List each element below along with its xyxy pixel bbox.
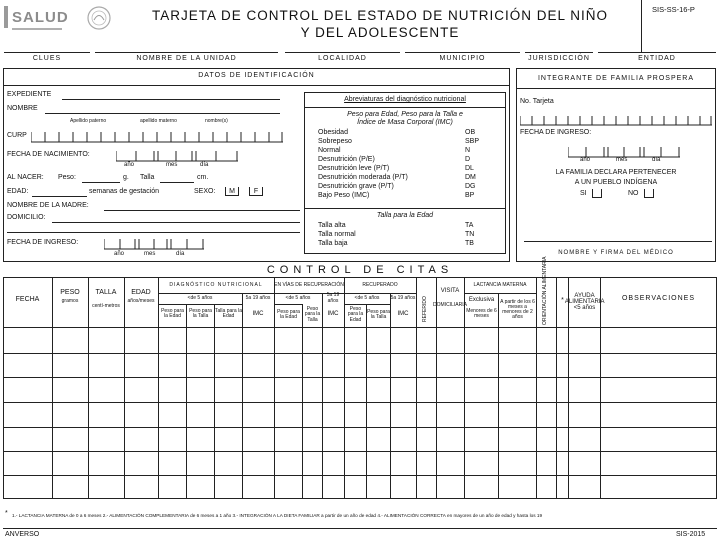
label-fecha-nacimiento: FECHA DE NACIMIENTO: xyxy=(7,151,90,158)
logo-underline xyxy=(12,28,62,30)
label-semanas: semanas de gestación xyxy=(89,188,160,195)
label-si: SI xyxy=(580,190,587,197)
label-edad: EDAD: xyxy=(7,188,29,195)
form-code: SIS-SS-16-P xyxy=(652,5,695,14)
col-ayuda: AYUDA ALIMENTARIA <5 años xyxy=(564,292,605,312)
sexo-m-checkbox[interactable]: M xyxy=(225,187,239,196)
prospera-title: INTEGRANTE DE FAMILIA PROSPERA xyxy=(537,75,695,82)
sub-ano-3: año xyxy=(580,157,591,163)
footnote: 1.- LACTANCIA MATERNA de 0 a 6 meses 2.- ALIMENTACIÓN COMPLEMENTARIA de 6 meses a 1 año 3.- INTEGRACIÓN A LA DIETA FAMILIAR a partir de un año de edad 4.- ALIMENTACIÓN CORRECTA en mayores de un año de edad y hasta los 19 xyxy=(12,513,543,518)
abbrev-item-label: Obesidad xyxy=(318,129,348,136)
table-row[interactable] xyxy=(4,476,716,498)
label-peso-nacer: Peso: xyxy=(58,174,76,181)
col-diag-5a19: 5a 19 años xyxy=(245,294,271,301)
sexo-f-checkbox[interactable]: F xyxy=(249,187,263,196)
col-recup-ppt: Peso para la Talla xyxy=(367,308,390,320)
col-diag-imc: IMC xyxy=(252,310,264,317)
abbrev-item-label: Desnutrición grave (P/T) xyxy=(318,183,394,190)
nombre-field[interactable] xyxy=(45,113,280,114)
control-title: CONTROL DE CITAS xyxy=(266,264,454,276)
expediente-field[interactable] xyxy=(62,99,280,100)
abbrev-sub-1: Peso para Edad, Peso para la Talla e xyxy=(347,111,463,118)
talla-item-code: TN xyxy=(465,231,475,238)
label-prospera-ingreso: FECHA DE INGRESO: xyxy=(520,129,592,136)
col-envias-menor5: <de 5 años xyxy=(285,294,311,301)
footer-anverso: ANVERSO xyxy=(5,531,40,538)
firma-line[interactable] xyxy=(524,241,712,242)
sub-dia-1: día xyxy=(200,162,209,168)
abbrev-item-code: DM xyxy=(465,174,476,181)
peso-nacer-field[interactable] xyxy=(82,182,120,183)
footer-code: SIS-2015 xyxy=(676,531,706,538)
col-referido: REFERIDO xyxy=(422,296,428,322)
col-envias-ppe: Peso para la Edad xyxy=(277,308,300,320)
talla-item-label: Talla baja xyxy=(318,240,348,247)
col-diag-pe: Peso para la Edad xyxy=(161,307,184,319)
talla-nacer-field[interactable] xyxy=(160,182,194,183)
sub-dia-3: día xyxy=(652,157,661,163)
label-expediente: EXPEDIENTE xyxy=(7,91,52,98)
sub-ano-1: año xyxy=(124,162,135,168)
logo-bar xyxy=(4,6,8,28)
talla-item-code: TB xyxy=(465,240,474,247)
form-title-line-1: TARJETA DE CONTROL DEL ESTADO DE NUTRICIÓN DEL NIÑO xyxy=(151,8,609,23)
sub-ano-2: año xyxy=(114,251,125,257)
table-row[interactable] xyxy=(4,328,716,353)
label-talla-nacer: Talla xyxy=(140,174,155,181)
label-domicilio: DOMICILIO: xyxy=(7,214,46,221)
col-envias-5a19: 5a 19 años xyxy=(326,292,340,304)
col-recup-menor5: <de 5 años xyxy=(354,294,380,301)
form-title-line-2: Y DEL ADOLESCENTE xyxy=(300,25,460,40)
table-row[interactable] xyxy=(4,452,716,475)
sub-apellido-paterno: Apellido paterno xyxy=(70,118,107,124)
col-visita: VISITA xyxy=(440,287,460,294)
abbrev-item-label: Desnutrición (P/E) xyxy=(318,156,375,163)
abbrev-item-label: Sobrepeso xyxy=(318,138,352,145)
label-jurisdiccion: JURISDICCIÓN xyxy=(528,55,590,62)
abbrev-item-code: BP xyxy=(465,192,475,199)
col-talla: TALLA xyxy=(95,289,117,297)
table-row[interactable] xyxy=(4,428,716,451)
firma-label: NOMBRE Y FIRMA DEL MÉDICO xyxy=(558,250,674,256)
no-checkbox[interactable] xyxy=(644,189,654,198)
abbrev-item-code: OB xyxy=(465,129,476,136)
abbrev-sub-2: Índice de Masa Corporal (IMC) xyxy=(357,119,453,126)
label-madre: NOMBRE DE LA MADRE: xyxy=(7,202,89,209)
talla-item-label: Talla normal xyxy=(318,231,356,238)
id-section-title: DATOS DE IDENTIFICACIÓN xyxy=(198,72,315,79)
table-row[interactable] xyxy=(4,403,716,427)
salud-logo xyxy=(4,4,94,34)
sub-apellido-materno: apellido materno xyxy=(140,118,177,124)
abbrev-item-code: N xyxy=(465,147,471,154)
col-peso: PESO xyxy=(60,289,80,297)
talla-item-code: TA xyxy=(465,222,474,229)
abbrev-list xyxy=(318,129,500,209)
col-envias-imc: IMC xyxy=(327,310,339,317)
label-curp: CURP xyxy=(7,132,27,139)
fecha-nacimiento-boxes[interactable] xyxy=(116,149,238,160)
col-recup-imc: IMC xyxy=(397,310,409,317)
col-visita-sub: DOMICILIARIA xyxy=(433,302,467,309)
col-edad: EDAD xyxy=(131,289,151,297)
si-checkbox[interactable] xyxy=(592,189,602,198)
col-lactancia: LACTANCIA MATERNA xyxy=(473,282,527,289)
curp-boxes[interactable] xyxy=(31,130,283,141)
sub-dia-2: día xyxy=(176,251,185,257)
table-row[interactable] xyxy=(4,378,716,402)
coat-of-arms-icon xyxy=(86,5,112,31)
col-exclusiva: Exclusiva xyxy=(468,296,495,303)
domicilio-field[interactable] xyxy=(52,222,300,223)
abbrev-item-label: Bajo Peso (IMC) xyxy=(318,192,370,199)
sub-mes-2: mes xyxy=(144,251,156,257)
edad-field[interactable] xyxy=(32,196,87,197)
abbrev-item-code: SBP xyxy=(465,138,480,145)
label-unidad: NOMBRE DE LA UNIDAD xyxy=(136,55,237,62)
col-exclusiva-sub: Menores de 6 meses xyxy=(466,307,497,319)
abbrev-item-label: Desnutrición moderada (P/T) xyxy=(318,174,408,181)
table-row[interactable] xyxy=(4,354,716,377)
col-fecha: FECHA xyxy=(15,296,40,304)
col-diagnostico: DIAGNÓSTICO NUTRICIONAL xyxy=(169,282,263,289)
col-peso-sub: gramos xyxy=(61,298,79,305)
fecha-ingreso-boxes[interactable] xyxy=(104,237,204,248)
domicilio-field-2[interactable] xyxy=(7,232,300,233)
logo-text: SALUD xyxy=(12,9,69,26)
footnote-asterisk: * xyxy=(5,510,8,517)
label-al-nacer: AL NACER: xyxy=(7,174,44,181)
peso-unit: g. xyxy=(123,174,129,181)
sub-mes-1: mes xyxy=(166,162,178,168)
sub-nombres: nombre(s) xyxy=(205,118,228,124)
label-municipio: MUNICIPIO xyxy=(439,55,486,62)
col-diag-pt: Peso para la Talla xyxy=(189,307,212,319)
col-orientacion: ORIENTACIÓN ALIMENTARIA xyxy=(542,256,548,325)
abbrev-item-code: DG xyxy=(465,183,476,190)
sub-mes-3: mes xyxy=(616,157,628,163)
label-fecha-ingreso: FECHA DE INGRESO: xyxy=(7,239,79,246)
col-talla-sub: centí-metros xyxy=(92,303,120,310)
declara-line-2: A UN PUEBLO INDÍGENA xyxy=(574,179,658,186)
col-diag-menor5: <de 5 años xyxy=(187,294,213,301)
madre-field[interactable] xyxy=(104,210,300,211)
col-asterisk: * xyxy=(561,297,564,305)
col-envias-ppt: Peso para la Talla xyxy=(304,306,321,323)
abbrev-title: Abreviaturas del diagnóstico nutricional xyxy=(344,96,466,103)
col-diag-te: Talla para la Edad xyxy=(215,307,242,319)
talla-item-label: Talla alta xyxy=(318,222,346,229)
abbrev-item-code: DL xyxy=(465,165,474,172)
col-envias: EN VÍAS DE RECUPERACIÓN xyxy=(274,282,344,289)
abbrev-item-label: Desnutrición leve (P/T) xyxy=(318,165,390,172)
label-nombre: NOMBRE xyxy=(7,105,38,112)
col-partir: A partir de los 6 meses a menores de 2 años xyxy=(500,298,535,321)
declara-line-1: LA FAMILIA DECLARA PERTENECER xyxy=(555,169,677,176)
label-clues: CLUES xyxy=(32,55,62,62)
col-observaciones: OBSERVACIONES xyxy=(621,295,696,303)
col-edad-sub: años/meses xyxy=(127,298,155,305)
label-no: NO xyxy=(628,190,639,197)
abbrev-item-label: Normal xyxy=(318,147,341,154)
col-recup-ppe: Peso para la Edad xyxy=(347,306,364,323)
talla-title: Talla para la Edad xyxy=(376,212,434,219)
col-recup-5a19: 5a 19 años xyxy=(390,294,416,301)
talla-unit: cm. xyxy=(197,174,209,181)
prospera-ingreso-boxes[interactable] xyxy=(568,145,680,156)
tarjeta-boxes[interactable] xyxy=(520,113,712,123)
label-sexo: SEXO: xyxy=(194,188,216,195)
abbrev-item-code: D xyxy=(465,156,471,163)
label-localidad: LOCALIDAD xyxy=(318,55,367,62)
label-entidad: ENTIDAD xyxy=(638,55,676,62)
col-recuperado: RECUPERADO xyxy=(362,282,398,289)
label-no-tarjeta: No. Tarjeta xyxy=(520,98,554,105)
